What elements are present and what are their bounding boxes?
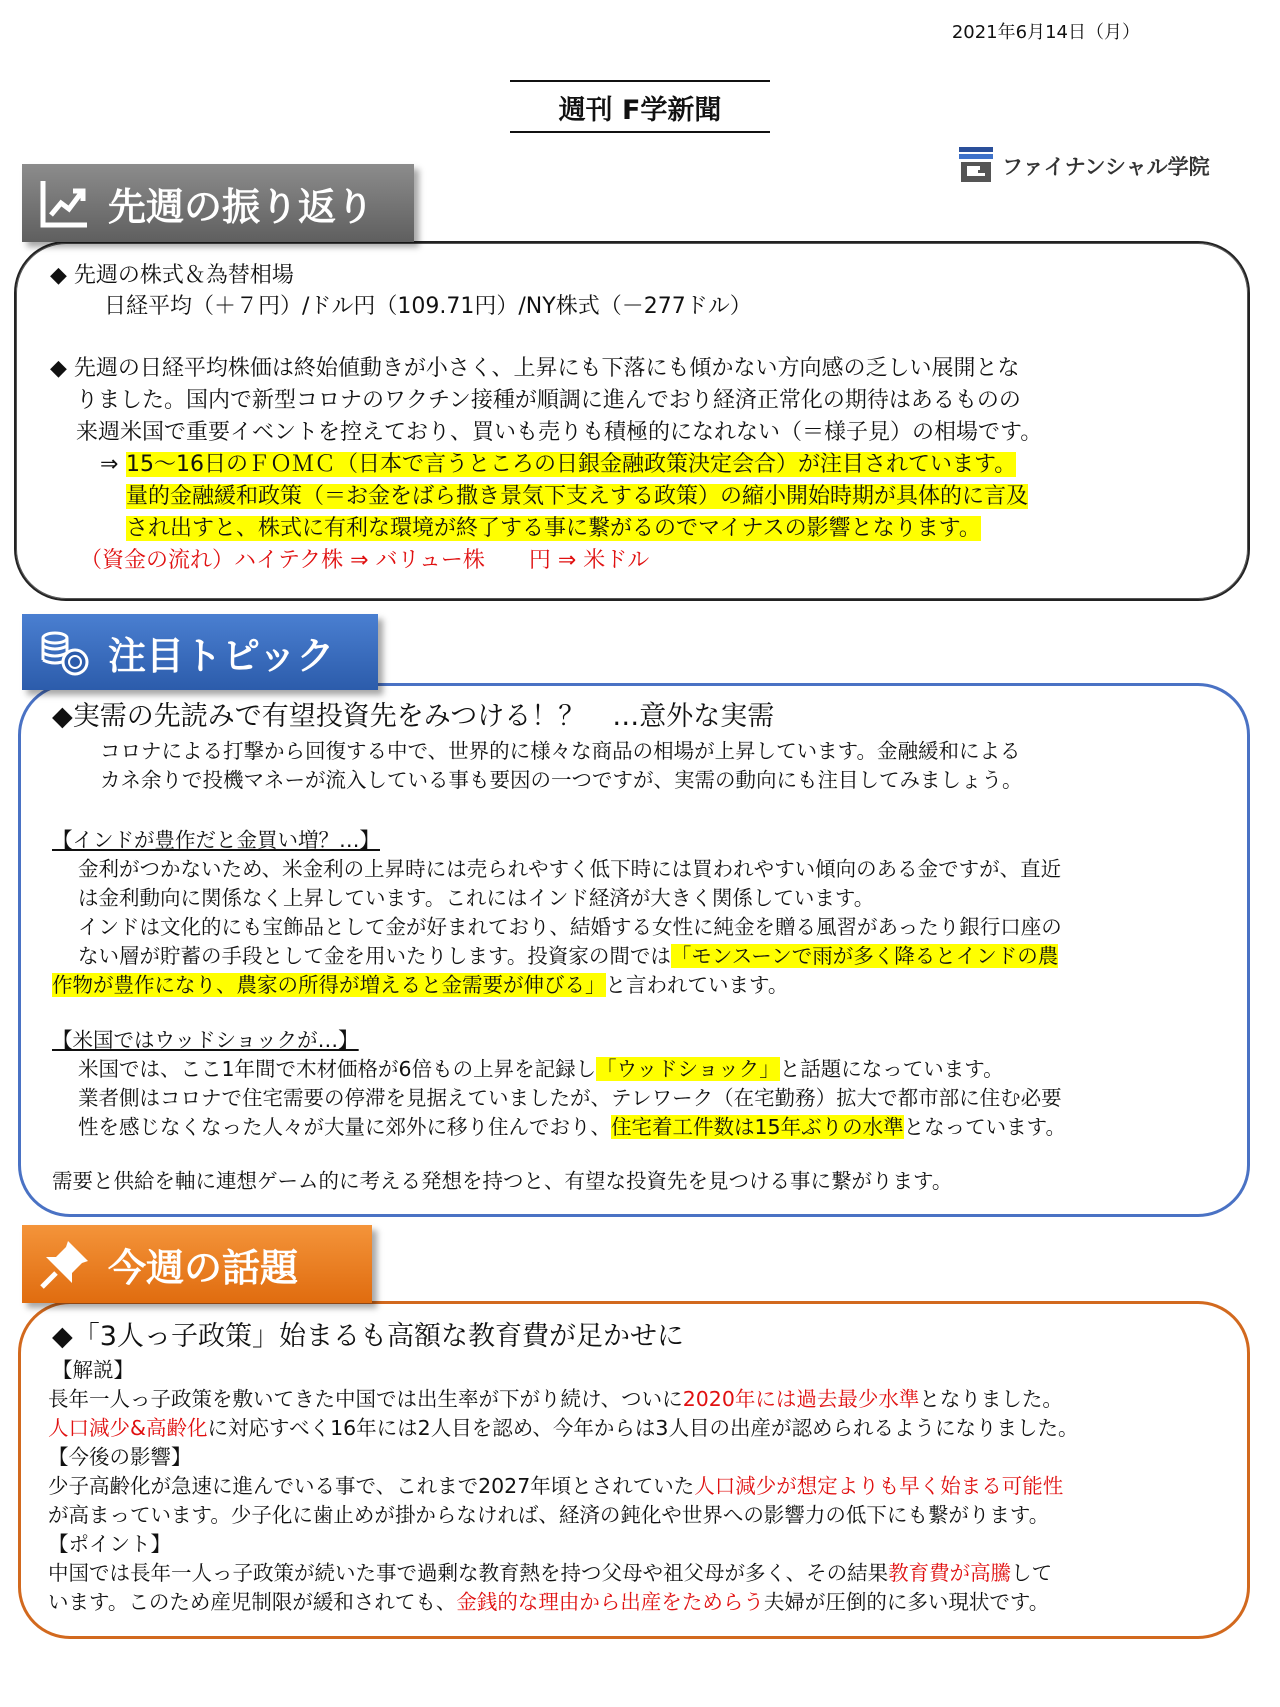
section-header-review (22, 164, 414, 242)
text-line: ◆ 先週の日経平均株価は終始値動きが小さく、上昇にも下落にも傾かない方向感の乏しい展開とな (50, 356, 1020, 381)
market-values: 日経平均（＋７円）/ドル円（109.71円）/NY株式（－277ドル） (104, 294, 752, 319)
text-segment: 性を感じなくなった人々が大量に郊外に移り住んでおり、 (78, 1115, 611, 1139)
issue-date: 2021年6月14日（月） (951, 22, 1140, 43)
text-segment: 長年一人っ子政策を敷いてきた中国では出生率が下がり続け、ついに (48, 1387, 683, 1411)
highlight-text: 15～16日のＦＯＭＣ（日本で言うところの日銀金融政策決定会合）が注目されています。 (126, 452, 1017, 477)
text-segment: 中国では長年一人っ子政策が続いた事で過剰な教育熱を持つ父母や祖父母が多く、その結果 (48, 1561, 889, 1585)
logo-text: ファイナンシャル学院 (1002, 155, 1210, 179)
highlight-text: 「モンスーンで雨が多く降るとインドの農 (670, 944, 1059, 968)
highlight-text: 住宅着工件数は15年ぶりの水準 (611, 1115, 904, 1139)
section-title: 注目トピック (108, 633, 335, 678)
text-segment: となっています。 (903, 1115, 1066, 1139)
text-line: が高まっています。少子化に歯止めが掛からなければ、経済の鈍化や世界への影響力の低下にも繋がります。 (48, 1503, 1050, 1527)
coins-icon (36, 623, 94, 681)
highlight-text: 量的金融緩和政策（＝お金をばら撒き景気下支えする政策）の縮小開始時期が具体的に言及 (126, 484, 1029, 509)
label: 【解説】 (52, 1358, 134, 1382)
text-line: 金利がつかないため、米金利の上昇時には売られやすく低下時には買われやすい傾向のある金ですが、直近 (78, 857, 1062, 881)
label: 【ポイント】 (48, 1532, 171, 1556)
pushpin-icon (36, 1235, 94, 1293)
money-flow: （資金の流れ）ハイテク株 ⇒ バリュー株 円 ⇒ 米ドル (80, 548, 650, 573)
text-segment: ない層が貯蓄の手段として金を用いたりします。投資家の間では (78, 944, 671, 968)
section-header-weekly (22, 1225, 372, 1303)
text-segment: 夫婦が圧倒的に多い現状です。 (763, 1590, 1050, 1614)
section-title: 今週の話題 (108, 1245, 299, 1290)
highlight-text: 「ウッドショック」 (596, 1057, 780, 1081)
logo-icon (958, 146, 994, 186)
text-line: 来週米国で重要イベントを控えており、買いも売りも積極的になれない（＝様子見）の相場です。 (76, 420, 1043, 445)
arrow-symbol: ⇒ (100, 452, 119, 477)
highlight-text: 作物が豊作になり、農家の所得が増えると金需要が伸びる」 (52, 973, 606, 997)
text-segment: 少子高齢化が急速に進んでいる事で、これまで2027年頃とされていた (48, 1474, 695, 1498)
text-line: コロナによる打撃から回復する中で、世界的に様々な商品の相場が上昇しています。金融緩和による (100, 739, 1021, 763)
closing-text: 需要と供給を軸に連想ゲーム的に考える発想を持つと、有望な投資先を見つける事に繋がります。 (52, 1169, 953, 1193)
emphasis-text: 2020年には過去最少水準 (682, 1387, 920, 1411)
topic-title: ◆実需の先読みで有望投資先をみつける！？ …意外な実需 (52, 701, 775, 732)
trend-chart-icon (36, 174, 94, 232)
text-line: は金利動向に関係なく上昇しています。これにはインド経済が大きく関係しています。 (78, 886, 875, 910)
text-line: 業者側はコロナで住宅需要の停滞を見据えていましたが、テレワーク（在宅勤務）拡大で都市部に住む必要 (78, 1086, 1062, 1110)
section-title: 先週の振り返り (108, 184, 375, 229)
label: 【今後の影響】 (48, 1445, 192, 1469)
text-segment: と話題になっています。 (779, 1057, 1004, 1081)
emphasis-text: 金銭的な理由から出産をためらう (456, 1590, 764, 1614)
newsletter-title: 週刊 F学新聞 (510, 80, 770, 133)
subheading: 【米国ではウッドショックが…】 (52, 1028, 359, 1052)
text-line: インドは文化的にも宝飾品として金が好まれており、結婚する女性に純金を贈る風習があったり銀行口座の (78, 915, 1062, 939)
text-segment: 米国では、ここ1年間で木材価格が6倍もの上昇を記録し (78, 1057, 597, 1081)
emphasis-text: 人口減少&高齢化 (48, 1416, 208, 1440)
emphasis-text: 教育費が高騰 (888, 1561, 1012, 1585)
text-line: カネ余りで投機マネーが流入している事も要因の一つですが、実需の動向にも注目してみましょう。 (100, 768, 1023, 792)
text-segment: います。このため産児制限が緩和されても、 (48, 1590, 457, 1614)
text-segment: して (1011, 1561, 1053, 1585)
topic-title: ◆「3人っ子政策」始まるも高額な教育費が足かせに (52, 1321, 684, 1352)
text-segment: と言われています。 (605, 973, 789, 997)
highlight-text: され出すと、株式に有利な環境が終了する事に繋がるのでマイナスの影響となります。 (126, 516, 981, 541)
item-title: ◆ 先週の株式＆為替相場 (50, 263, 294, 288)
logo (958, 146, 1210, 186)
text-segment: に対応すべく16年には2人目を認め、今年からは3人目の出産が認められるようになりました。 (207, 1416, 1079, 1440)
text-line: りました。国内で新型コロナのワクチン接種が順調に進んでおり経済正常化の期待はあるものの (76, 388, 1021, 413)
subheading: 【インドが豊作だと金買い増？…】 (52, 828, 380, 852)
emphasis-text: 人口減少が想定よりも早く始まる可能性 (694, 1474, 1064, 1498)
text-segment: となりました。 (919, 1387, 1063, 1411)
section-header-topic (22, 614, 378, 690)
